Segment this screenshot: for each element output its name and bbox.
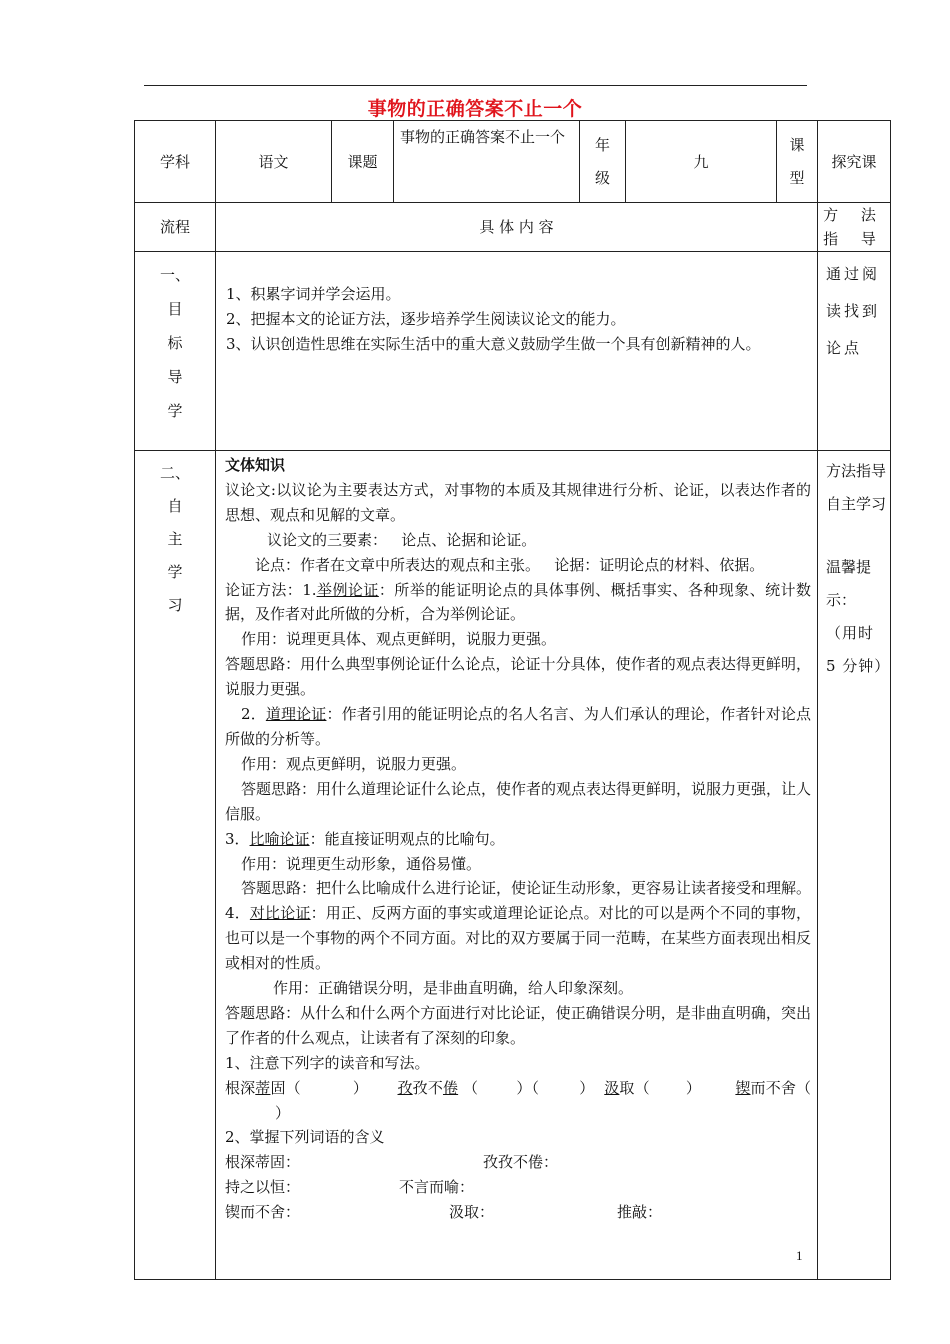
paren-close: ）: [275, 1103, 291, 1122]
def-1: 根深蒂固：: [225, 1153, 301, 1172]
word1-c: 固（: [270, 1078, 301, 1097]
word4-a: 锲: [735, 1078, 751, 1097]
task-2: 2、掌握下列词语的含义: [225, 1128, 385, 1147]
method-4-prefix: 4．: [225, 904, 250, 923]
section1-label-0: 一、: [159, 266, 190, 284]
word-list: [225, 1076, 811, 1126]
subject-label: 学科: [135, 121, 216, 203]
section1-label-2: 标: [167, 334, 183, 352]
method-1-answer: 答题思路：用什么典型事例论证什么论点，论证十分具体，使作者的观点表达得更鲜明，说服力更强。: [225, 655, 811, 699]
paren-mid: ）（: [516, 1078, 540, 1097]
self-study-note: 自主学习: [826, 495, 887, 513]
type-label-bottom: 型: [789, 168, 805, 187]
method-2-answer-text: 答题思路：用什么道理论证什么论点，使作者的观点表达得更鲜明，说服力更强，让人信服。: [225, 779, 812, 823]
spacer: [826, 521, 886, 551]
method-header: 方 法 指 导: [818, 203, 891, 252]
section2-label-2: 主: [167, 530, 183, 548]
goal-item: 3、认识创造性思维在实际生活中的重大意义鼓励学生做一个具有创新精神的人。: [226, 335, 761, 353]
word3-a: 汲: [604, 1078, 620, 1097]
grade-label-top: 年: [594, 135, 610, 154]
method-2-answer: [225, 777, 811, 827]
method-1-effect: 作用：说理更具体、观点更鲜明，说服力更强。: [241, 630, 557, 649]
genre-knowledge-heading: 文体知识: [225, 456, 286, 474]
paren-open: （: [463, 1078, 479, 1097]
method-3-answer-text: 答题思路：把什么比喻成什么进行论证，使论证生动形象，更容易让读者接受和理解。: [241, 879, 812, 898]
method-3-name: 比喻论证: [249, 829, 310, 848]
paren-close: ）: [579, 1078, 595, 1097]
method-3-answer: [225, 876, 811, 901]
grade-value: 九: [626, 121, 777, 203]
info-row: [135, 121, 891, 203]
type-value: 探究课: [818, 121, 891, 203]
method-2: [225, 702, 811, 752]
method-4-answer: 答题思路：从什么和什么两个方面进行对比论证，使正确错误分明，是非曲直明确，突出了作者的什么观点，让读者有了深刻的印象。: [225, 1003, 811, 1047]
def-row-2: [225, 1175, 811, 1200]
def-5: 锲而不舍：: [225, 1203, 301, 1222]
method-1-prefix: 论证方法：1.: [225, 580, 317, 599]
method-2-prefix: 2．: [241, 705, 266, 724]
three-elements: 议论文的三要素： 论点、论据和论证。: [267, 530, 537, 549]
method-4-effect: 作用：正确错误分明，是非曲直明确，给人印象深刻。: [273, 979, 634, 998]
task-1: 1、注意下列字的读音和写法。: [225, 1053, 430, 1072]
type-label-top: 课: [789, 135, 805, 154]
argument-definition: 议论文:以议论为主要表达方式，对事物的本质及其规律进行分析、论证，以表达作者的思想、观点和见解的文章。: [225, 480, 811, 524]
section2-label-3: 学: [167, 563, 183, 581]
document-title: 事物的正确答案不止一个: [367, 98, 583, 120]
section2-label-1: 自: [167, 497, 183, 515]
process-header: 流程: [135, 203, 216, 252]
self-study-content: [216, 451, 818, 1280]
def-3: 持之以恒：: [225, 1178, 301, 1197]
method-4-text: ：用正、反两方面的事实或道理论证论点。对比的可以是两个不同的事物，也可以是一个事物的两个不同方面。对比的双方要属于同一范畴，在某些方面表现出相反或相对的性质。: [225, 904, 811, 973]
section1-label-4: 学: [167, 402, 183, 420]
def-7: 推敲：: [617, 1203, 663, 1222]
section-self-study-row: [135, 451, 891, 1280]
section-goals-row: [135, 252, 891, 451]
lesson-plan-table: [134, 120, 891, 1280]
def-row-3: [225, 1200, 811, 1225]
section2-label-0: 二、: [159, 464, 190, 482]
tip-text: （用时 5 分钟）: [826, 624, 891, 675]
word2-c: 倦: [442, 1078, 459, 1097]
word3-b: 取（: [619, 1078, 650, 1097]
section2-label-4: 习: [167, 596, 183, 614]
grade-label-bottom: 级: [594, 168, 610, 187]
content-header: 具 体 内 容: [216, 203, 818, 252]
def-4: 不言而喻：: [399, 1178, 475, 1197]
method-4: [225, 901, 811, 976]
topic-value: 事物的正确答案不止一个: [394, 121, 580, 203]
word2-b: 孜不: [412, 1078, 443, 1097]
goal-item: 1、积累字词并学会运用。: [226, 285, 401, 303]
method-1-name: 举例论证: [316, 580, 379, 599]
section2-method: [818, 451, 891, 1280]
topic-label: 课题: [332, 121, 394, 203]
method-2-name: 道理论证: [265, 705, 327, 724]
word2-a: 孜: [397, 1078, 413, 1097]
method-2-effect: 作用：观点更鲜明，说服力更强。: [241, 754, 467, 773]
goal-item: 2、把握本文的论证方法，逐步培养学生阅读议论文的能力。: [226, 310, 626, 328]
def-6: 汲取：: [449, 1203, 495, 1222]
word1-b: 蒂: [255, 1078, 271, 1097]
section1-label: [135, 252, 216, 451]
column-header-row: [135, 203, 891, 252]
header-rule: [144, 85, 807, 86]
grade-label: [580, 121, 626, 203]
tip-label: 温馨提示：: [826, 558, 872, 609]
goals-content: [216, 252, 818, 451]
subject-value: 语文: [216, 121, 332, 203]
word4-b: 而不舍（: [750, 1078, 811, 1097]
type-label: [777, 121, 818, 203]
method-3-effect: 作用：说理更生动形象，通俗易懂。: [241, 854, 482, 873]
section1-method: 通过阅读找到论点: [818, 252, 891, 451]
page-number: 1: [796, 1248, 803, 1263]
method-3: [225, 827, 811, 852]
section2-label: [135, 451, 216, 1280]
def-2: 孜孜不倦：: [483, 1153, 559, 1172]
method-guide: 方法指导: [826, 462, 887, 480]
method-2-text: ：作者引用的能证明论点的名人名言、为人们承认的理论，作者针对论点所做的分析等。: [225, 705, 811, 748]
method-1-text: ：所举的能证明论点的具体事例、概括事实、各种现象、统计数据，及作者对此所做的分析，合为举例论证。: [225, 580, 812, 624]
point-definition: 论点：作者在文章中所表达的观点和主张。 论据：证明论点的材料、依据。: [255, 555, 765, 574]
paren-close: ）: [352, 1078, 369, 1097]
method-3-text: ：能直接证明观点的比喻句。: [309, 829, 505, 848]
section1-label-3: 导: [167, 368, 183, 386]
paren-close: ）: [685, 1078, 702, 1097]
word1-a: 根深: [225, 1078, 256, 1097]
method-4-name: 对比论证: [249, 904, 311, 923]
def-row-1: [225, 1150, 811, 1175]
section1-label-1: 目: [167, 300, 183, 318]
method-1: [225, 578, 811, 628]
method-3-prefix: 3．: [225, 829, 250, 848]
